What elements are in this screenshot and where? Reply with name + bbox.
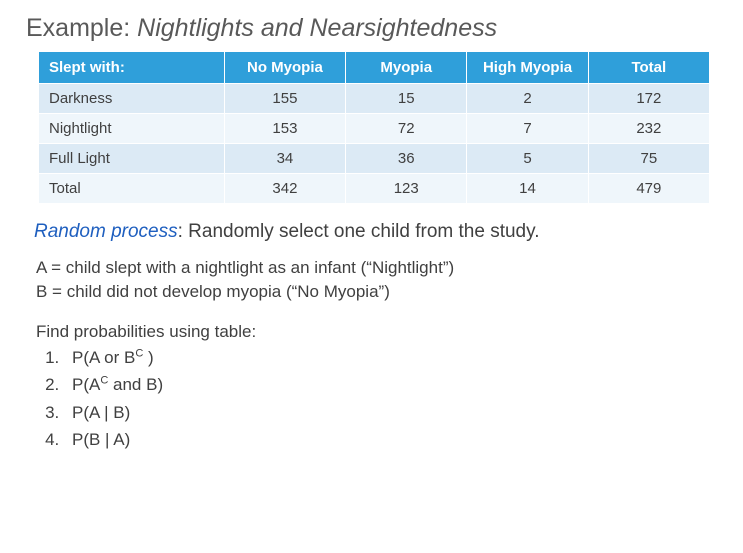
two-way-table [38, 51, 710, 204]
page-title-lead: Example: [26, 14, 138, 42]
problem-prefix: P(A | B) [72, 402, 131, 422]
table-row [39, 113, 710, 143]
page-title [26, 14, 727, 43]
problem-prefix: P(A or B [72, 347, 136, 367]
table-header-cell-total: Total [588, 51, 709, 83]
table-cell-value: 5 [467, 143, 588, 173]
page-title-emphasis: Nightlights and Nearsightedness [137, 14, 498, 42]
event-definition-a: A = child slept with a nightlight as an infant (“Nightlight”) [36, 257, 455, 277]
random-process-line [34, 221, 727, 244]
table-cell-label: Darkness [39, 83, 225, 113]
random-process-text: : Randomly select one child from the study. [177, 220, 540, 242]
find-probabilities-label: Find probabilities using table: [36, 321, 257, 341]
table-cell-value: 2 [467, 83, 588, 113]
problem-prefix: P(A [72, 375, 101, 395]
table-row [39, 143, 710, 173]
table-cell-value: 34 [224, 143, 345, 173]
list-item [64, 348, 727, 368]
problem-superscript: C [100, 374, 109, 387]
table-cell-value: 342 [224, 173, 345, 203]
random-process-label: Random process [34, 220, 178, 242]
table-header [39, 51, 710, 83]
table-header-cell-myopia: Myopia [346, 51, 467, 83]
list-item [64, 403, 727, 423]
table-row [39, 173, 710, 203]
table-cell-label: Full Light [39, 143, 225, 173]
problem-prefix: P(B | A) [72, 429, 131, 449]
event-definition-b: B = child did not develop myopia (“No Myopia”) [36, 281, 390, 301]
table-cell-value: 153 [224, 113, 345, 143]
table-cell-value: 123 [346, 173, 467, 203]
list-item [64, 375, 727, 395]
table-header-cell-slept-with: Slept with: [39, 51, 225, 83]
table-cell-value: 72 [346, 113, 467, 143]
problem-superscript: C [135, 347, 144, 360]
probability-list [36, 348, 727, 451]
table-cell-label: Total [39, 173, 225, 203]
table-cell-value: 36 [346, 143, 467, 173]
table-header-cell-no-myopia: No Myopia [224, 51, 345, 83]
table-cell-value: 172 [588, 83, 709, 113]
table-body [39, 83, 710, 203]
table-cell-value: 14 [467, 173, 588, 203]
table-header-cell-high-myopia: High Myopia [467, 51, 588, 83]
table-cell-value: 15 [346, 83, 467, 113]
table-cell-label: Nightlight [39, 113, 225, 143]
table-cell-value: 75 [588, 143, 709, 173]
event-definitions [36, 256, 727, 304]
problem-suffix: ) [143, 347, 154, 367]
table-cell-value: 479 [588, 173, 709, 203]
problem-suffix: and B) [108, 375, 164, 395]
list-item [64, 430, 727, 450]
table-header-row [39, 51, 710, 83]
table-cell-value: 7 [467, 113, 588, 143]
table-cell-value: 155 [224, 83, 345, 113]
table-cell-value: 232 [588, 113, 709, 143]
table-row [39, 83, 710, 113]
